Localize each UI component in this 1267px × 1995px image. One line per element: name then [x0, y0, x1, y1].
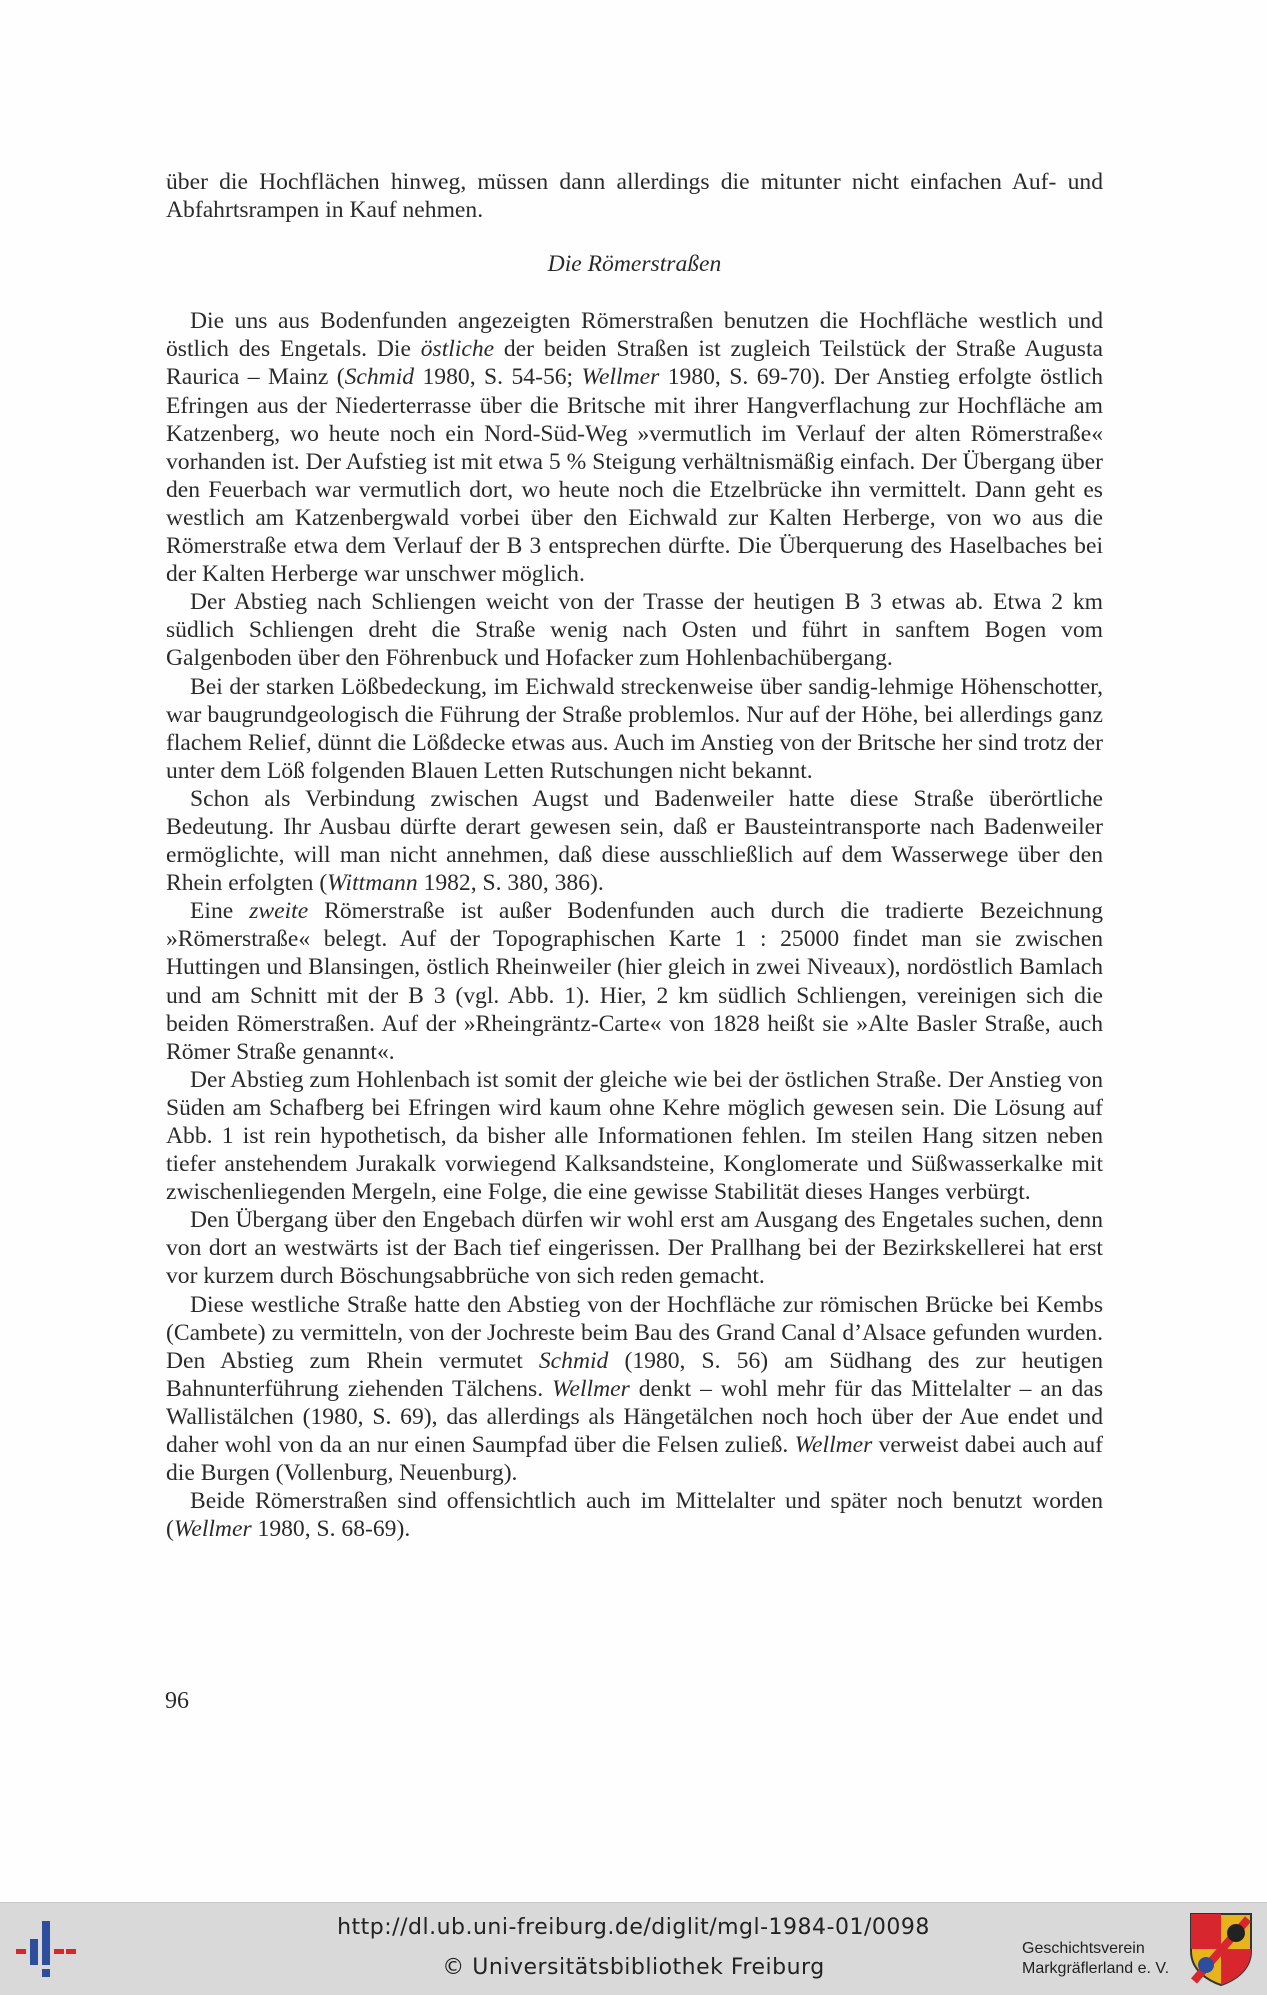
- copyright-text: © Universitätsbibliothek Freiburg: [442, 1955, 825, 1980]
- paragraph-3: Bei der starken Lößbedeckung, im Eichwald streckenweise über sandig-lehmige Höhenschotter, war baugrundgeologisch die Führung der Straße problemlos. Nur auf der Höhe, bei allerdings ganz flachem Relief, dünnt die Lößdecke etwas aus. Auch im Anstieg von der Britsche her sind trotz der unter dem Löß folgenden Blauen Letten Rutschungen nicht bekannt.: [166, 673, 1103, 784]
- page-number: 96: [165, 1688, 189, 1714]
- paragraph-5: Eine zweite Römerstraße ist außer Bodenfunden auch durch die tradierte Bezeichnung »Römerstraße« belegt. Auf der Topographischen Karte 1 : 25000 findet man sie zwischen Huttingen und Blansingen, östlich Rheinweiler (hier gleich in zwei Niveaux), nordöstlich Bamlach und am Schnitt mit der B 3 (vgl. Abb. 1). Hier, 2 km südlich Schliengen, vereinigen sich die beiden Römerstraßen. Auf der »Rheingräntz-Carte« von 1828 heißt sie »Alte Basler Straße, auch Römer Straße genannt«.: [166, 898, 1103, 1065]
- footer-bar: [0, 1902, 1267, 1995]
- paragraph-1: Die uns aus Bodenfunden angezeigten Römerstraßen benutzen die Hochfläche westlich und östlich des Engetals. Die östliche der beiden Straßen ist zugleich Teilstück der Straße Augusta Raurica – Mainz (Schmid 1980, S. 54-56; Wellmer 1980, S. 69-70). Der Anstieg erfolgte östlich Efringen aus der Niederterrasse über die Britsche mit ihrer Hangverflachung zur Hochfläche am Katzenberg, wo heute noch ein Nord-Süd-Weg »vermutlich im Verlauf der alten Römerstraße« vorhanden ist. Der Aufstieg ist mit etwa 5 % Steigung verhältnismäßig einfach. Der Übergang über den Feuerbach war vermutlich dort, wo heute noch die Etzelbrücke ihn vermittelt. Dann geht es westlich am Katzenbergwald vorbei über den Eichwald zur Kalten Herberge, von wo aus die Römerstraße etwa dem Verlauf der B 3 entsprechen dürfte. Die Überquerung des Haselbaches bei der Kalten Herberge war unschwer möglich.: [166, 308, 1103, 588]
- intro-paragraph: über die Hochflächen hinweg, müssen dann allerdings die mitunter nicht einfachen Auf- und Abfahrtsrampen in Kauf nehmen.: [166, 169, 1103, 224]
- coat-of-arms-icon: [1188, 1911, 1254, 1987]
- society-name: [1022, 1939, 1169, 1979]
- paragraph-7: Den Übergang über den Engebach dürfen wir wohl erst am Ausgang des Engetales suchen, denn von dort an westwärts ist der Bach tief eingerissen. Der Prallhang bei der Bezirkskellerei hat erst vor kurzem durch Böschungsabbrüche von sich reden gemacht.: [166, 1207, 1103, 1290]
- society-line-2: Markgräflerland e. V.: [1022, 1960, 1170, 1977]
- paragraph-9: Beide Römerstraßen sind offensichtlich auch im Mittelalter und später noch benutzt worden (Wellmer 1980, S. 68-69).: [166, 1488, 1103, 1543]
- society-line-1: Geschichtsverein: [1022, 1940, 1145, 1957]
- section-heading: Die Römerstraßen: [547, 251, 722, 278]
- paragraph-4: Schon als Verbindung zwischen Augst und Badenweiler hatte diese Straße überörtliche Bedeutung. Ihr Ausbau dürfte derart gewesen sein, daß er Bausteintransporte nach Badenweiler ermöglichte, will man nicht annehmen, daß diese ausschließlich auf dem Wasserwege über den Rhein erfolgten (Wittmann 1982, S. 380, 386).: [166, 785, 1103, 897]
- paragraph-8: Diese westliche Straße hatte den Abstieg von der Hochfläche zur römischen Brücke bei Kembs (Cambete) zu vermitteln, von der Jochreste beim Bau des Grand Canal d’Alsace gefunden wurden. Den Abstieg zum Rhein vermutet Schmid (1980, S. 56) am Südhang des zur heutigen Bahnunterführung ziehenden Tälchens. Wellmer denkt – wohl mehr für das Mittelalter – an das Wallistälchen (1980, S. 69), das allerdings als Hängetälchen noch hoch über der Aue endet und daher wohl von da an nur einen Saumpfad über die Felsen zuließ. Wellmer verweist dabei auch auf die Burgen (Vollenburg, Neuenburg).: [166, 1291, 1103, 1487]
- body-text: [166, 168, 1103, 1543]
- paragraph-2: Der Abstieg nach Schliengen weicht von der Trasse der heutigen B 3 etwas ab. Etwa 2 km südlich Schliengen dreht die Straße wenig nach Osten und führt in sanftem Bogen vom Galgenboden über den Föhrenbuck und Hofacker zum Hohlenbachübergang.: [166, 589, 1103, 672]
- source-url-link[interactable]: http://dl.ub.uni-freiburg.de/diglit/mgl-1984-01/0098: [337, 1915, 930, 1940]
- paragraph-6: Der Abstieg zum Hohlenbach ist somit der gleiche wie bei der östlichen Straße. Der Anstieg von Süden am Schafberg bei Efringen wird kaum ohne Kehre möglich gewesen sein. Die Lösung auf Abb. 1 ist rein hypothetisch, da bisher alle Informationen fehlen. Im steilen Hang sitzen neben tiefer anstehendem Jurakalk vorwiegend Kalksandsteine, Konglomerate und Süßwasserkalke mit zwischenliegenden Mergeln, eine Folge, die eine gewisse Stabilität dieses Hanges verbürgt.: [166, 1066, 1103, 1206]
